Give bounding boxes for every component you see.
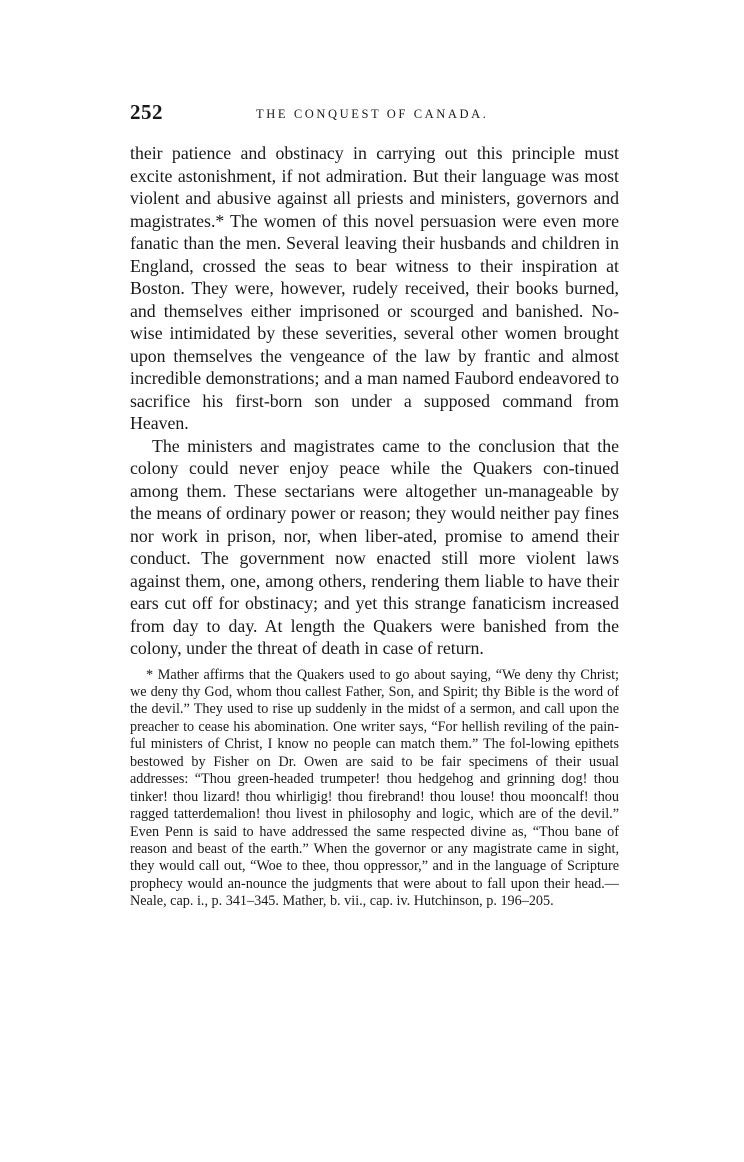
paragraph-continued: their patience and obstinacy in carrying out this principle must excite astonishment, if not admiration. But their language was most violent and abusive against all priests and ministers, governors and magistrates.* The women of this novel persuasion were even more fanatic than the men. Several leaving their husbands and children in England, crossed the seas to bear witness to their inspiration at Boston. They were, however, rudely received, their books burned, and themselves either imprisoned or scourged and banished. No-wise intimidated by these severities, several other women brought upon themselves the vengeance of the law by frantic and almost incredible demonstrations; and a man named Faubord endeavored to sacrifice his first-born son under a supposed command from Heaven.	[130, 143, 619, 433]
footnote	[130, 667, 619, 911]
book-page	[130, 100, 619, 911]
footnote-text: * Mather affirms that the Quakers used to go about saying, “We deny thy Christ; we deny thy God, whom thou callest Father, Son, and Spirit; thy Bible is the word of the devil.” They used to rise up suddenly in the midst of a sermon, and call upon the preacher to cease his abomination. One writer says, “For hellish reviling of the pain-ful ministers of Christ, I know no people can match them.” The fol-lowing epithets bestowed by Fisher on Dr. Owen are said to be fair specimens of their usual addresses: “Thou green-headed trumpeter! thou hedgehog and grinning dog! thou tinker! thou lizard! thou whirligig! thou firebrand! thou louse! thou mooncalf! thou ragged tatterdemalion! thou livest in philosophy and logic, which are of the devil.” Even Penn is said to have addressed the same respected divine as, “Thou bane of reason and beast of the earth.” When the governor or any magistrate came in sight, they would call out, “Woe to thee, thou oppressor,” and in the language of Scripture prophecy would an-nounce the judgments that were about to fall upon their head.—Neale, cap. i., p. 341–345. Mather, b. vii., cap. iv. Hutchinson, p. 196–205.	[130, 666, 619, 910]
main-text	[130, 142, 619, 660]
running-title: THE CONQUEST OF CANADA.	[256, 107, 489, 121]
running-head	[130, 100, 619, 126]
paragraph: The ministers and magistrates came to the conclusion that the colony could never enjoy peace while the Quakers con-tinued among them. These sectarians were altogether un-manageable by the means of ordinary power or reason; they would neither pay fines nor work in prison, nor, when liber-ated, promise to amend their conduct. The government now enacted still more violent laws against them, one, among others, rendering them liable to have their ears cut off for obstinacy; and yet this strange fanaticism increased from day to day. At length the Quakers were banished from the colony, under the threat of death in case of return.	[130, 435, 619, 658]
page-number: 252	[130, 100, 163, 124]
